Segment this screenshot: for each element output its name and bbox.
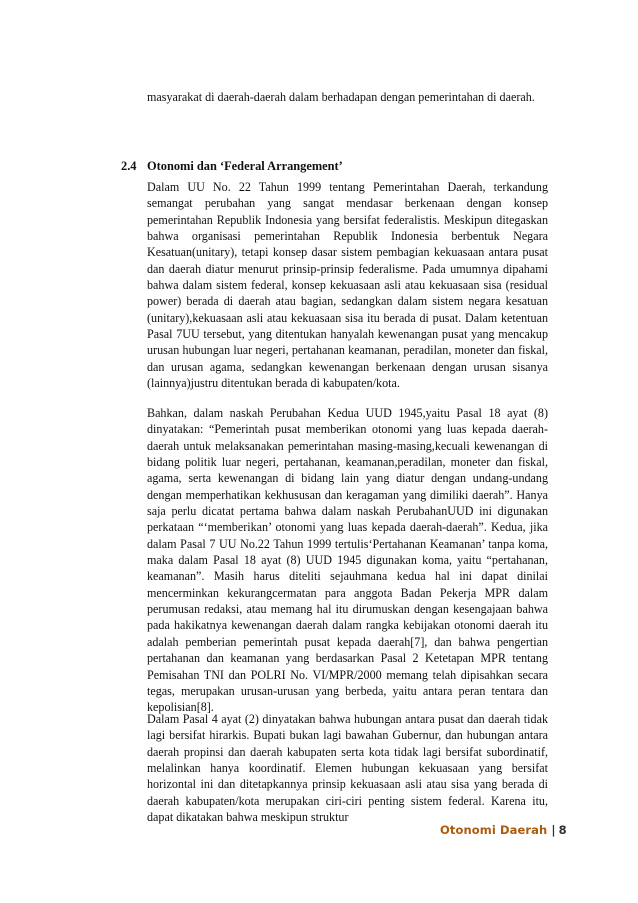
paragraph-text: Dalam UU No. 22 Tahun 1999 tentang Pemerintahan Daerah, terkandung semangat perubahan yang sangat mendasar berkenaan dengan konsep pemerintahan Republik Indonesia yang bersifat federalistis. Meskipun ditegaskan bahwa organisasi pemerintahan Republik Indonesia berbentuk Negara Kesatuan(unitary), tetapi konsep dasar sistem pembagian kekuasaan antara pusat dan daerah diatur menurut prinsip-prinsip federalisme. Pada umumnya dipahami bahwa dalam sistem federal, konsep kekuasaan asli atau kekuasaan sisa (residual power) berada di daerah atau bagian, sedangkan dalam sistem negara kesatuan (unitary),kekuasaan asli atau kekuasaan sisa itu berada di pusat. Dalam ketentuan Pasal 7UU tersebut, yang ditentukan hanyalah kewenangan pusat yang mencakup urusan hubungan luar negeri, pertahanan keamanan, peradilan, moneter dan fiskal, dan urusan agama, sedangkan kewenangan berkenaan dengan urusan sisanya (lainnya)justru ditentukan berada di kabupaten/kota. (147, 180, 548, 391)
paragraph-1 (147, 179, 548, 391)
page-number: 8 (558, 823, 567, 837)
paragraph-text: Dalam Pasal 4 ayat (2) dinyatakan bahwa hubungan antara pusat dan daerah tidak lagi bersifat hirarkis. Bupati bukan lagi bawahan Gubernur, dan hubungan antara daerah propinsi dan daerah kabupaten serta kota tidak lagi bersifat subordinatif, melalinkan hanya koordinatif. Elemen hubungan kekuasaan yang bersifat horizontal ini dan ditetapkannya prinsip kekuasaan asli atau sisa yang berada di daerah kabupaten/kota merupakan ciri-ciri penting sistem federal. Karena itu, dapat dikatakan bahwa meskipun struktur (147, 712, 548, 825)
page-footer (440, 823, 567, 837)
paragraph-text: masyarakat di daerah-daerah dalam berhadapan dengan pemerintahan di daerah. (147, 90, 535, 104)
footer-title: Otonomi Daerah (440, 823, 548, 837)
section-number: 2.4 (121, 159, 137, 173)
section-title: Otonomi dan ‘Federal Arrangement’ (147, 159, 343, 173)
section-heading (121, 158, 343, 174)
continued-paragraph (147, 89, 548, 105)
paragraph-2 (147, 405, 548, 716)
paragraph-3 (147, 711, 548, 825)
paragraph-text: Bahkan, dalam naskah Perubahan Kedua UUD 1945,yaitu Pasal 18 ayat (8) dinyatakan: “Pemerintah pusat memberikan otonomi yang luas kepada daerah-daerah untuk melaksanakan pemerintahan masing-masing,kecuali kewenangan di bidang politik luar negeri, pertahanan, keamanan,peradilan, moneter dan fiskal, agama, serta kewenangan di bidang lain yang diatur dengan undang-undang dengan memperhatikan kekhususan dan keragaman yang dimiliki daerah”. Hanya saja perlu dicatat pertama bahwa dalam naskah PerubahanUUD ini digunakan perkataan “‘memberikan’ otonomi yang luas kepada daerah-daerah”. Kedua, jika dalam Pasal 7 UU No.22 Tahun 1999 tertulis‘Pertahanan Keamanan’ tanpa koma, maka dalam Pasal 18 ayat (8) UUD 1945 digunakan koma, yaitu “pertahanan, keamanan”. Masih harus diteliti sejauhmana kedua hal ini dapat dinilai mencerminkan kekurangcermatan para anggota Badan Pekerja MPR dalam perumusan redaksi, atau memang hal itu dirumuskan dengan kesengajaan bahwa pada hakikatnya kewenangan daerah dalam rangka kebijakan otonomi daerah itu adalah pemberian pemerintah pusat kepada daerah[7], dan bahwa pengertian pertahanan dan keamanan yang berdasarkan Pasal 2 Ketetapan MPR tentang Pemisahan TNI dan POLRI No. VI/MPR/2000 memang telah dipisahkan secara tegas, merupakan urusan-urusan yang berbeda, yaitu antara peran tentara dan kepolisian[8]. (147, 406, 548, 715)
footer-separator: | (551, 823, 556, 837)
